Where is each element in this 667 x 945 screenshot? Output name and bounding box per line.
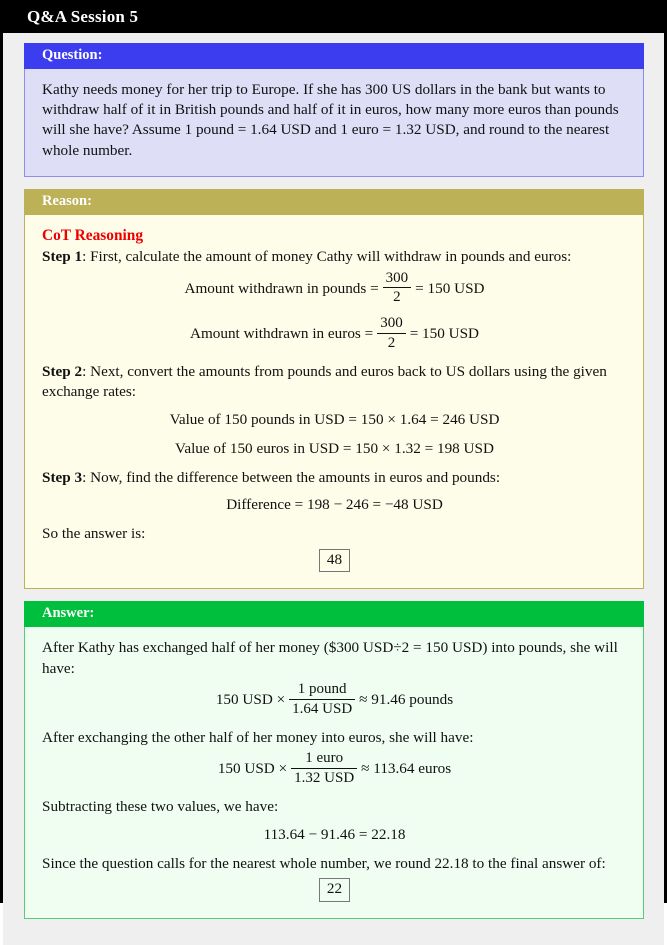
question-panel bbox=[24, 43, 644, 177]
step1-text: : First, calculate the amount of money Cathy will withdraw in pounds and euros: bbox=[82, 248, 572, 266]
answer-paragraph-3: Subtracting these two values, we have: bbox=[42, 798, 279, 816]
answer-equation-1-rhs: ≈ 91.46 pounds bbox=[359, 690, 454, 708]
answer-boxed-answer-wrap bbox=[42, 878, 627, 902]
content-area bbox=[3, 33, 664, 945]
step3-label: Step 3 bbox=[42, 468, 83, 486]
answer-panel bbox=[24, 601, 644, 919]
reason-boxed-answer: 48 bbox=[319, 549, 350, 573]
answer-equation-1-denominator: 1.64 USD bbox=[289, 699, 355, 718]
reason-equation-4: Value of 150 euros in USD = 150 × 1.32 = 198 USD bbox=[175, 439, 494, 457]
reason-panel bbox=[24, 189, 644, 589]
answer-equation-2-numerator: 1 euro bbox=[305, 750, 344, 767]
answer-panel-header bbox=[24, 601, 644, 627]
reason-step2-paragraph bbox=[42, 362, 627, 402]
reason-panel-body bbox=[24, 215, 644, 589]
equation-2-fraction bbox=[377, 316, 406, 351]
equation-1-denominator: 2 bbox=[383, 287, 412, 306]
reason-equation-5: Difference = 198 − 246 = −48 USD bbox=[226, 496, 443, 514]
reason-panel-header bbox=[24, 189, 644, 215]
equation-1-numerator: 300 bbox=[385, 269, 409, 286]
reason-equation-2 bbox=[42, 314, 627, 352]
answer-paragraph-1: After Kathy has exchanged half of her money ($300 USD÷2 = 150 USD) into pounds, she will have: bbox=[42, 639, 618, 677]
equation-1-lhs: Amount withdrawn in pounds = bbox=[184, 279, 379, 297]
step2-label: Step 2 bbox=[42, 363, 83, 381]
answer-equation-2-denominator: 1.32 USD bbox=[291, 768, 357, 787]
answer-equation-1-lhs: 150 USD × bbox=[215, 690, 286, 708]
window-title-bar bbox=[3, 3, 664, 33]
equation-2-lhs: Amount withdrawn in euros = bbox=[189, 324, 374, 342]
reason-header-label: Reason: bbox=[42, 192, 92, 209]
answer-boxed-answer: 22 bbox=[319, 878, 350, 902]
equation-1-rhs: = 150 USD bbox=[415, 279, 485, 297]
reason-step1-paragraph bbox=[42, 247, 627, 267]
reason-closing-text: So the answer is: bbox=[42, 525, 146, 543]
answer-paragraph-2: After exchanging the other half of her money into euros, she will have: bbox=[42, 729, 474, 747]
equation-2-denominator: 2 bbox=[377, 333, 406, 352]
answer-equation-1-numerator: 1 pound bbox=[297, 680, 347, 697]
question-text: Kathy needs money for her trip to Europe. If she has 300 US dollars in the bank but wants to withdraw half of it in British pounds and half of it in euros, how many more euros than pounds will she have? Assume 1 pound = 1.64 USD and 1 euro = 1.32 USD, and round to the nearest whole number. bbox=[42, 81, 619, 159]
cot-reasoning-title: CoT Reasoning bbox=[42, 226, 144, 244]
answer-paragraph-4: Since the question calls for the nearest whole number, we round 22.18 to the final answer of: bbox=[42, 854, 606, 872]
equation-1-fraction bbox=[383, 271, 412, 306]
step2-text: : Next, convert the amounts from pounds and euros back to US dollars using the given exchange rates: bbox=[42, 363, 607, 401]
question-panel-header bbox=[24, 43, 644, 69]
answer-equation-1-fraction bbox=[289, 682, 355, 717]
equation-2-numerator: 300 bbox=[380, 314, 403, 331]
answer-panel-body bbox=[24, 627, 644, 919]
reason-boxed-answer-wrap bbox=[42, 549, 627, 573]
window-title: Q&A Session 5 bbox=[27, 7, 139, 26]
answer-equation-3: 113.64 − 91.46 = 22.18 bbox=[263, 825, 406, 843]
answer-equation-2-rhs: ≈ 113.64 euros bbox=[361, 760, 452, 778]
answer-equation-2 bbox=[42, 752, 627, 787]
question-panel-body bbox=[24, 69, 644, 177]
reason-step3-paragraph bbox=[42, 468, 627, 488]
reason-equation-3: Value of 150 pounds in USD = 150 × 1.64 = 246 USD bbox=[169, 410, 500, 428]
answer-equation-2-fraction bbox=[291, 751, 357, 786]
question-header-label: Question: bbox=[42, 47, 103, 63]
step3-text: : Now, find the difference between the amounts in euros and pounds: bbox=[82, 468, 501, 486]
equation-2-rhs: = 150 USD bbox=[409, 324, 480, 342]
answer-header-label: Answer: bbox=[42, 605, 95, 622]
reason-equation-1 bbox=[42, 269, 627, 307]
step1-label: Step 1 bbox=[42, 248, 83, 266]
answer-equation-2-lhs: 150 USD × bbox=[217, 760, 288, 778]
answer-equation-1 bbox=[42, 680, 627, 718]
